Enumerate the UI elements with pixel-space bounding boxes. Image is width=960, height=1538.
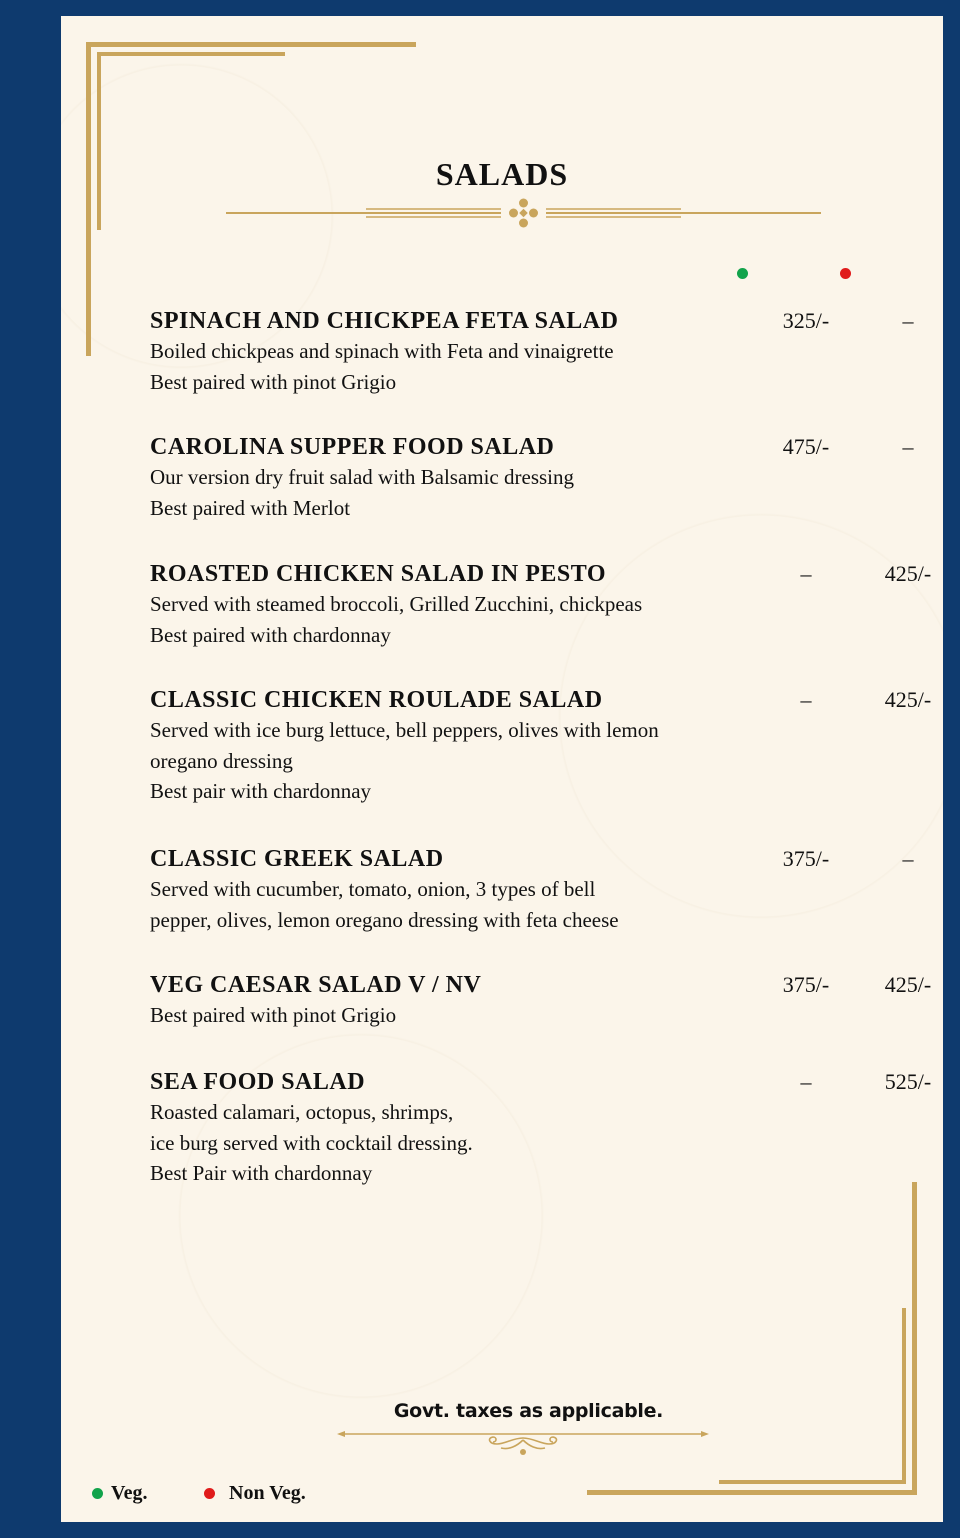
- item-description: Boiled chickpeas and spinach with Feta and vinaigrette Best paired with pinot Grigio: [150, 339, 614, 394]
- veg-price: 375/-: [782, 972, 830, 997]
- footer-ornament-divider: [337, 1428, 709, 1464]
- legend-veg: [92, 1482, 147, 1505]
- corner-frame-top-left-inner-v: [97, 52, 101, 230]
- nonveg-price: 525/-: [884, 1069, 932, 1094]
- menu-item: [150, 970, 932, 1031]
- veg-price: –: [800, 561, 812, 586]
- nonveg-price: –: [902, 846, 914, 871]
- nonveg-price: –: [902, 434, 914, 459]
- menu-item: [150, 1067, 932, 1189]
- tax-note: Govt. taxes as applicable.: [393, 1400, 664, 1422]
- menu-item: [150, 685, 932, 807]
- item-name: SEA FOOD SALAD: [150, 1069, 366, 1095]
- menu-item: [150, 844, 914, 935]
- corner-frame-top-left-inner-h: [97, 52, 285, 56]
- corner-frame-bottom-right-outer-v: [912, 1182, 917, 1495]
- veg-price: –: [800, 1069, 812, 1094]
- title-ornament-divider: [226, 196, 821, 230]
- item-name: CAROLINA SUPPER FOOD SALAD: [150, 434, 555, 460]
- item-description: Roasted calamari, octopus, shrimps, ice burg served with cocktail dressing. Best Pair with chardonnay: [150, 1100, 473, 1185]
- page-title: SALADS: [435, 156, 569, 192]
- item-description: Served with ice burg lettuce, bell peppers, olives with lemon oregano dressing Best pair with chardonnay: [150, 718, 659, 803]
- corner-frame-top-left-outer-v: [86, 42, 91, 356]
- nonveg-price: 425/-: [884, 687, 932, 712]
- menu-item: [150, 559, 932, 650]
- legend-nonveg: [204, 1482, 306, 1505]
- veg-price: 475/-: [782, 434, 830, 459]
- item-description: Served with steamed broccoli, Grilled Zucchini, chickpeas Best paired with chardonnay: [150, 592, 643, 647]
- legend-veg-label: Veg.: [111, 1482, 148, 1504]
- veg-column-dot: [737, 268, 748, 279]
- item-description: Served with cucumber, tomato, onion, 3 types of bell pepper, olives, lemon oregano dressing with feta cheese: [150, 877, 619, 932]
- menu-item: [150, 432, 914, 523]
- item-name: ROASTED CHICKEN SALAD IN PESTO: [150, 561, 606, 587]
- item-name: SPINACH AND CHICKPEA FETA SALAD: [150, 308, 619, 334]
- nonveg-dot: [204, 1488, 215, 1499]
- item-description: Our version dry fruit salad with Balsamic dressing Best paired with Merlot: [150, 465, 574, 520]
- nonveg-column-dot: [840, 268, 851, 279]
- veg-price: 325/-: [782, 308, 830, 333]
- veg-price: 375/-: [782, 846, 830, 871]
- corner-frame-top-left-outer-h: [86, 42, 416, 47]
- item-description: Best paired with pinot Grigio: [150, 1003, 397, 1027]
- item-name: CLASSIC CHICKEN ROULADE SALAD: [150, 687, 603, 713]
- item-name: VEG CAESAR SALAD V / NV: [150, 972, 482, 998]
- menu-item: [150, 306, 914, 397]
- corner-frame-bottom-right-inner-v: [902, 1308, 906, 1484]
- veg-dot: [92, 1488, 103, 1499]
- nonveg-price: –: [902, 308, 914, 333]
- menu-page: [61, 16, 943, 1522]
- corner-frame-bottom-right-outer-h: [587, 1490, 917, 1495]
- item-name: CLASSIC GREEK SALAD: [150, 846, 444, 872]
- nonveg-price: 425/-: [884, 972, 932, 997]
- corner-frame-bottom-right-inner-h: [719, 1480, 906, 1484]
- legend-nonveg-label: Non Veg.: [229, 1482, 306, 1504]
- nonveg-price: 425/-: [884, 561, 932, 586]
- veg-price: –: [800, 687, 812, 712]
